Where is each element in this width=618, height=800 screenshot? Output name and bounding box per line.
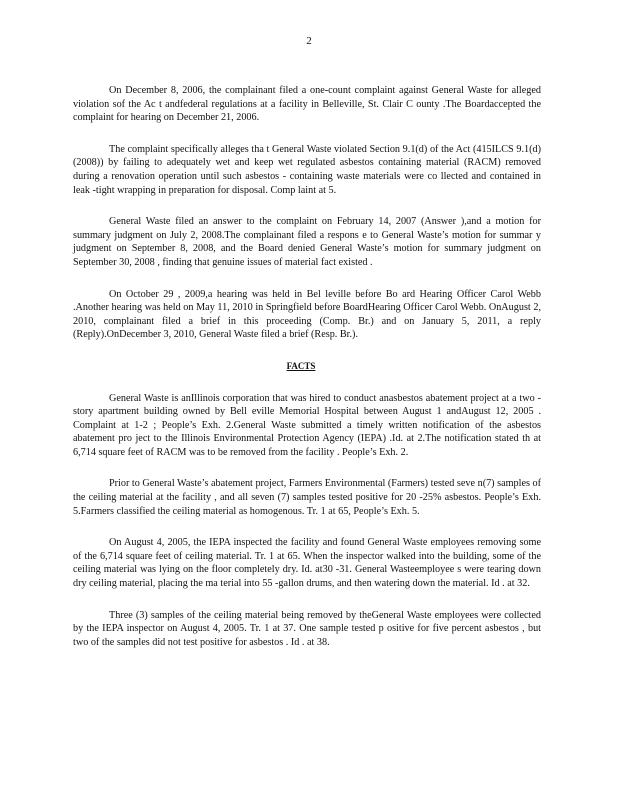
paragraph-abatement-project: General Waste is anIllinois corporation that was hired to conduct anasbestos abatement project at a two -story apartment building owned by Bell eville Memorial Hospital between August 1 andAugust 12, 2005 . Complaint at 1-2 ; People’s Exh. 2.General Waste submitted a timely written notification of the asbestos abatement pro ject to the Illinois Environmental Protection Agency (IEPA) .Id. at 2.The notification stated th at 6,714 square feet of RACM was to be removed from the facility . People’s Exh. 2. bbox=[73, 392, 541, 458]
paragraph-complaint-filed: On December 8, 2006, the complainant filed a one-count complaint against General Waste for alleged violation sof the Ac t andfederal regulations at a facility in Belleville, St. Clair C ounty .The Boardaccepted the complaint for hearing on December 21, 2006. bbox=[73, 85, 541, 124]
paragraph-hearings-and-briefs: On October 29 , 2009,a hearing was held in Bel leville before Bo ard Hearing Officer Carol Webb .Another hearing was held on May 11, 2010 in Springfield before BoardHearing Officer Carol Webb. OnAugust 2, 2010, complainant filed a brief in this proceeding (Comp. Br.) and on January 5, 2011, a reply (Reply).OnDecember 3, 2010, General Waste filed a brief (Resp. Br.). bbox=[73, 288, 541, 341]
document-body bbox=[73, 84, 541, 667]
paragraph-farmers-samples: Prior to General Waste’s abatement project, Farmers Environmental (Farmers) tested seve n(7) samples of the ceiling material at the facility , and all seven (7) samples tested positive for 20 -25% asbestos. People’s Exh. 5.Farmers classified the ceiling material as homogenous. Tr. 1 at 65, People’s Exh. 5. bbox=[73, 478, 541, 517]
section-heading-facts: FACTS bbox=[286, 360, 316, 371]
paragraph-iepa-inspection: On August 4, 2005, the IEPA inspected the facility and found General Waste employees removing some of the 6,714 square feet of ceiling material. Tr. 1 at 65. When the inspector walked into the building, some of the ceiling material was lying on the floor completely dry. Id. at30 -31. General Wasteemployee s were tearing down dry ceiling material, placing the ma terial into 55 -gallon drums, and then watering down the material. Id . at 32. bbox=[73, 537, 541, 590]
paragraph-answer-and-motions: General Waste filed an answer to the complaint on February 14, 2007 (Answer ),and a motion for summary judgment on July 2, 2008.The complainant filed a respons e to General Waste’s motion for summar y judgment on September 8, 2008, and the Board denied General Waste’s motion for summary judgment on September 30, 2008 , finding that genuine issues of material fact existed . bbox=[73, 216, 541, 268]
page-number: 2 bbox=[306, 35, 312, 47]
paragraph-iepa-samples: Three (3) samples of the ceiling material being removed by theGeneral Waste employees were collected by the IEPA inspector on August 4, 2005. Tr. 1 at 37. One sample tested p ositive for five percent asbestos , but two of the samples did not test positive for asbestos . Id . at 38. bbox=[73, 609, 541, 648]
paragraph-complaint-allegations: The complaint specifically alleges tha t General Waste violated Section 9.1(d) of the Act (415ILCS 9.1(d) (2008)) by failing to adequately wet and keep wet regulated asbestos containing material (RACM) removed during a renovation operation until such asbestos - containing waste materials were co llected and contained in leak -tight wrapping in preparation for disposal. Comp laint at 5. bbox=[73, 143, 541, 196]
